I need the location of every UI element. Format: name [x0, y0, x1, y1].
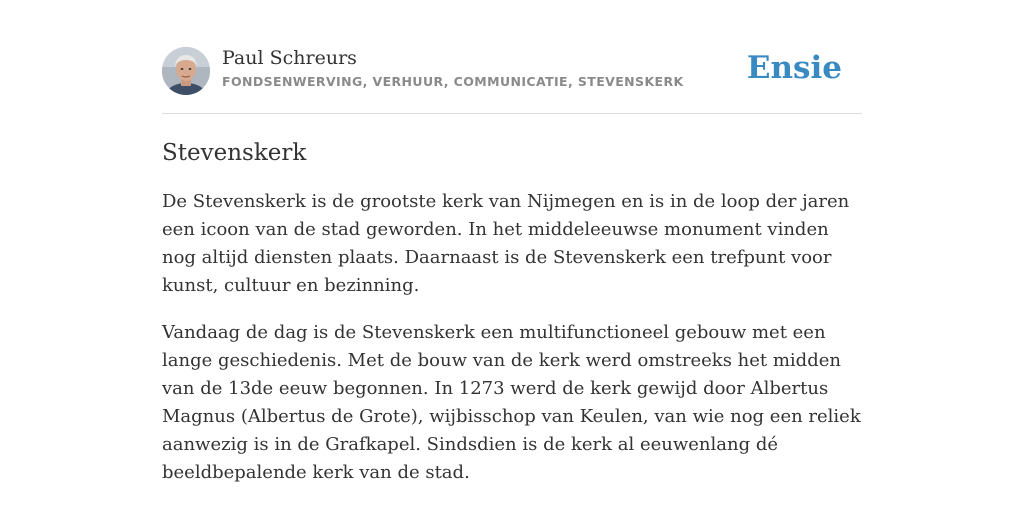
- article-paragraph: De Stevenskerk is de grootste kerk van Nijmegen en is in de loop der jaren een icoon van de stad geworden. In het middeleeuwse monument vinden nog altijd diensten plaats. Daarnaast is de Stevenskerk een trefpunt voor kunst, cultuur en bezinning.: [162, 191, 850, 296]
- brand-logo[interactable]: Ensie: [746, 50, 842, 86]
- avatar-portrait-icon: [162, 47, 210, 95]
- author-avatar[interactable]: [162, 47, 210, 95]
- article-title: Stevenskerk: [162, 140, 307, 166]
- author-header: [162, 46, 862, 114]
- article-card: [162, 46, 862, 487]
- author-tags: FONDSENWERVING, VERHUUR, COMMUNICATIE, STEVENSKERK: [222, 74, 684, 89]
- author-name[interactable]: Paul Schreurs: [222, 47, 357, 69]
- article-paragraph: Vandaag de dag is de Stevenskerk een multifunctioneel gebouw met een lange geschiedenis. Met de bouw van de kerk werd omstreeks het midden van de 13de eeuw begonnen. In 1273 werd de kerk gewijd door Albertus Magnus (Albertus de Grote), wijbisschop van Keulen, van wie nog een reliek aanwezig is in de Grafkapel. Sindsdien is de kerk al eeuwenlang dé beeldbepalende kerk van de stad.: [162, 322, 861, 483]
